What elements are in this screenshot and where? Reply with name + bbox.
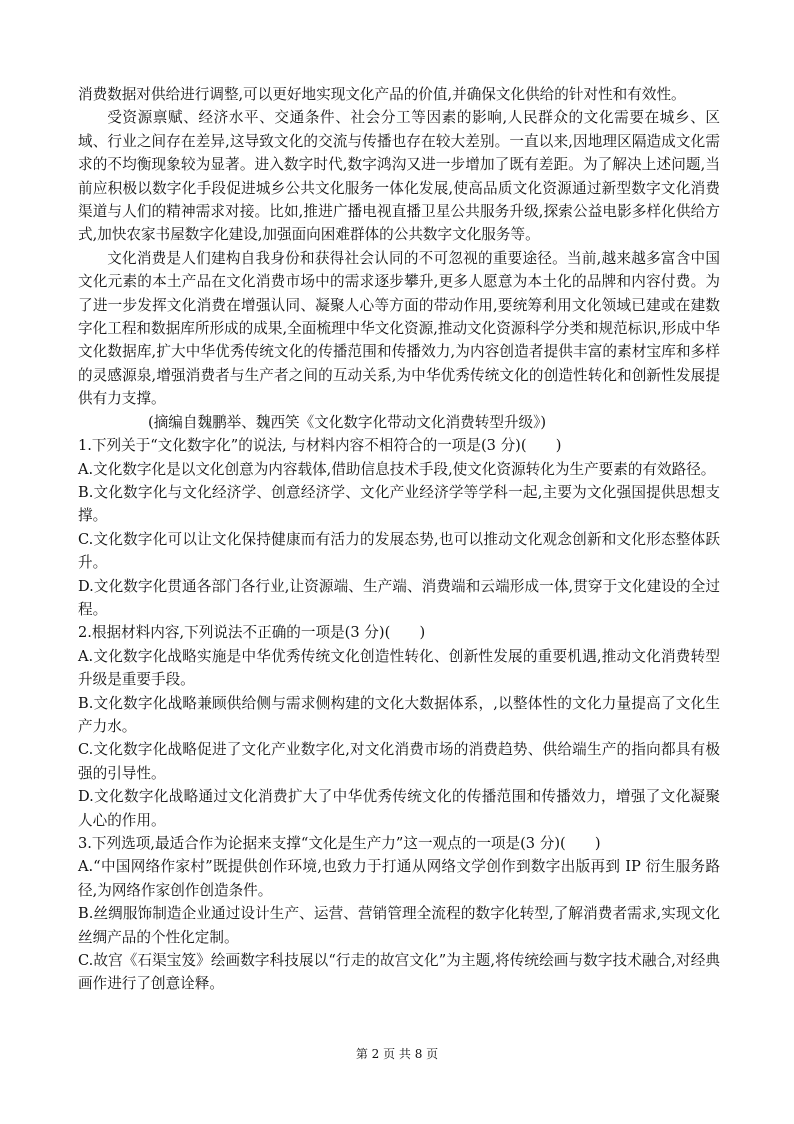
option-a: A.文化数字化战略实施是中华优秀传统文化创造性转化、创新性发展的重要机遇,推动文化消费转型升级是重要手段。 [78,647,720,689]
question-stem: 2.根据材料内容,下列说法不正确的一项是(3 分)( ) [78,624,426,642]
paragraph-2: 受资源禀赋、经济水平、交通条件、社会分工等因素的影响,人民群众的文化需要在城乡、区域、行业之间存在差异,这导致文化的交流与传播也存在较大差别。一直以来,因地理区隔造成文化需求的不均衡现象较为显著。进入数字时代,数字鸿沟又进一步增加了既有差距。为了解决上述问题,当前应积极以数字化手段促进城乡公共文化服务一体化发展,使高品质文化资源通过新型数字文化消费渠道与人们的精神需求对接。比如,推进广播电视直播卫星公共服务升级,探索公益电影多样化供给方式,加快农家书屋数字化建设,加强面向困难群体的公共数字文化服务等。 [78,109,720,244]
option-a: A.“中国网络作家村”既提供创作环境,也致力于打通从网络文学创作到数字出版再到 IP 衍生服务路径,为网络作家创作创造条件。 [78,858,720,899]
option-c: C.文化数字化战略促进了文化产业数字化,对文化消费市场的消费趋势、供给端生产的指向都具有极强的引导性。 [78,741,720,782]
option-d: D.文化数字化战略通过文化消费扩大了中华优秀传统文化的传播范围和传播效力，增强了文化凝聚人心的作用。 [78,788,720,829]
question-2 [78,621,720,832]
question-stem: 1.下列关于“文化数字化”的说法, 与材料内容不相符合的一项是(3 分)( ) [78,437,562,455]
option-d: D.文化数字化贯通各部门各行业,让资源端、生产端、消费端和云端形成一体,贯穿于文化建设的全过程。 [78,577,720,618]
page-footer [0,1046,794,1062]
paragraph-continued: 消费数据对供给进行调整,可以更好地实现文化产品的价值,并确保文化供给的针对性和有效性。 [78,86,686,103]
question-stem: 3.下列选项,最适合作为论据来支撑“文化是生产力”这一观点的一项是(3 分)( ) [78,835,601,852]
option-b: B.文化数字化与文化经济学、创意经济学、文化产业经济学等学科一起,主要为文化强国提供思想支撑。 [78,483,720,525]
article-source: (摘编自魏鹏举、魏西笑《文化数字化带动文化消费转型升级》) [148,413,547,431]
page-content [78,83,720,996]
question-1 [78,434,720,621]
question-3 [78,832,720,996]
option-c: C.文化数字化可以让文化保持健康而有活力的发展态势,也可以推动文化观念创新和文化形态整体跃升。 [78,530,720,572]
option-b: B.丝绸服饰制造企业通过设计生产、运营、营销管理全流程的数字化转型,了解消费者需求,实现文化丝绸产品的个性化定制。 [78,905,720,946]
option-a: A.文化数字化是以文化创意为内容载体,借助信息技术手段,使文化资源转化为生产要素的有效路径。 [78,460,716,478]
page-number: 第 2 页 共 8 页 [355,1047,439,1061]
paragraph-3: 文化消费是人们建构自我身份和获得社会认同的不可忽视的重要途径。当前,越来越多富含中国文化元素的本土产品在文化消费市场中的需求逐步攀升,更多人愿意为本土化的品牌和内容付费。为了进一步发挥文化消费在增强认同、凝聚人心等方面的带动作用,要统筹利用文化领域已建或在建数字化工程和数据库所形成的成果,全面梳理中华文化资源,推动文化资源科学分类和规范标识,形成中华文化数据库,扩大中华优秀传统文化的传播范围和传播效力,为内容创造者提供丰富的素材宝库和多样的灵感源泉,增强消费者与生产者之间的互动关系,为中华优秀传统文化的创造性转化和创新性发展提供有力支撑。 [78,249,720,408]
option-c: C.故宫《石渠宝笈》绘画数字科技展以“行走的故宫文化”为主题,将传统绘画与数字技术融合,对经典画作进行了创意诠释。 [78,952,720,993]
option-b: B.文化数字化战略兼顾供给侧与需求侧构建的文化大数据体系，,以整体性的文化力量提高了文化生产力水。 [78,694,720,735]
